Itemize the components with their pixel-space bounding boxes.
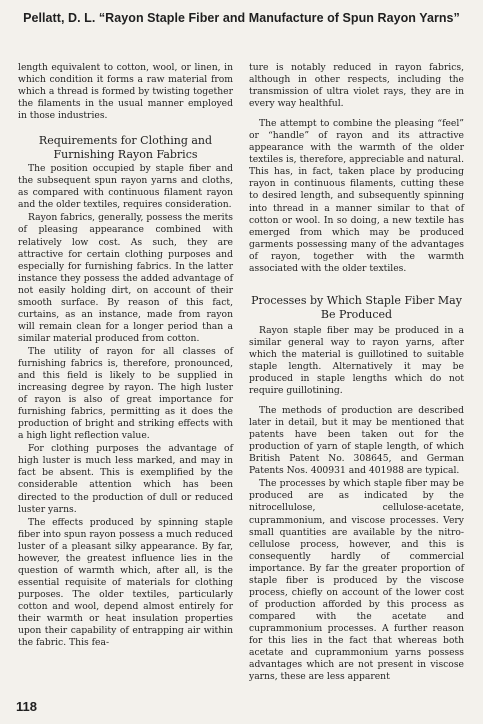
paragraph: The processes by which staple fiber may be produced are as indicated by the nitrocellulose, cellulose-acetate, cuprammonium, and viscose processes. Very small quantities are available by the nitro-cellulose process, however, and this is consequently hardly of commercial importance. By far the greater proportion of staple fiber is produced by the viscose process, chiefly on account of the lower cost of production afforded by this process as compared with the acetate and cuprammonium processes. A further reason for this lies in the fact that whereas both acetate and cuprammonium yarns possess advantages which are not present in viscose yarns, these are less apparent <box>249 478 464 683</box>
paragraph: Rayon staple fiber may be produced in a similar general way to rayon yarns, after which the material is guillotined to suitable staple length. Alternatively it may be produced in staple lengths which do not require guillotining. <box>249 324 464 397</box>
section-heading-processes: Processes by Which Staple Fiber May Be Produced <box>251 293 462 321</box>
section-heading-requirements: Requirements for Clothing and Furnishing Rayon Fabrics <box>38 134 213 162</box>
paragraph-continued: length equivalent to cotton, wool, or linen, in which condition it forms a raw material from which a thread is formed by twisting together the filaments in the usual manner employed in those industries. <box>18 62 233 122</box>
left-column <box>18 62 233 650</box>
paragraph: The utility of rayon for all classes of furnishing fabrics is, therefore, pronounced, and this field is likely to be supplied in increasing degree by rayon. The high luster of rayon is also of great importance for furnishing fabrics, permitting as it does the production of bright and striking effects with a high light reflection value. <box>18 345 233 442</box>
paragraph: The effects produced by spinning staple fiber into spun rayon possess a much reduced luster of a pleasant silky appearance. By far, however, the greatest influence lies in the question of warmth which, after all, is the essential requisite of materials for clothing purposes. The older textiles, particularly cotton and wool, depend almost entirely for their warmth or heat insulation properties upon their capability of entrapping air within the fabric. This fea- <box>18 516 233 649</box>
paragraph-continued: ture is notably reduced in rayon fabrics, although in other respects, including the transmission of ultra violet rays, they are in every way healthful. <box>249 62 464 110</box>
paragraph: For clothing purposes the advantage of high luster is much less marked, and may in fact be absent. This is exemplified by the considerable attention which has been directed to the production of dull or reduced luster yarns. <box>18 443 233 515</box>
paragraph: The position occupied by staple fiber and the subsequent spun rayon yarns and cloths, as compared with continuous filament rayon and the older textiles, requires consideration. <box>18 163 233 211</box>
running-header: Pellatt, D. L. “Rayon Staple Fiber and Manufacture of Spun Rayon Yarns” <box>23 11 460 25</box>
right-column <box>249 62 464 684</box>
paragraph: The methods of production are described later in detail, but it may be mentioned that patents have been taken out for the production of yarn of staple length, of which British Patent No. 308645, and German Patents Nos. 400931 and 401988 are typical. <box>249 405 464 477</box>
paragraph: Rayon fabrics, generally, possess the merits of pleasing appearance combined with relatively low cost. As such, they are attractive for certain clothing purposes and especially for furnishing fabrics. In the latter instance they possess the added advantage of not easily holding dirt, on account of their smooth surface. By reason of this fact, curtains, as an instance, made from rayon will remain clean for a longer period than a similar material produced from cotton. <box>18 212 233 344</box>
paragraph: The attempt to combine the pleasing “feel” or “handle” of rayon and its attractive appearance with the warmth of the older textiles is, therefore, appreciable and natural. This has, in fact, taken place by producing rayon in continuous filaments, cutting these to desired length, and subsequently spinning into thread in a manner similar to that of cotton or wool. In so doing, a new textile has emerged from which may be produced garments possessing many of the advantages of rayon, together with the warmth associated with the older textiles. <box>249 118 464 274</box>
page-number: 118 <box>16 699 37 714</box>
